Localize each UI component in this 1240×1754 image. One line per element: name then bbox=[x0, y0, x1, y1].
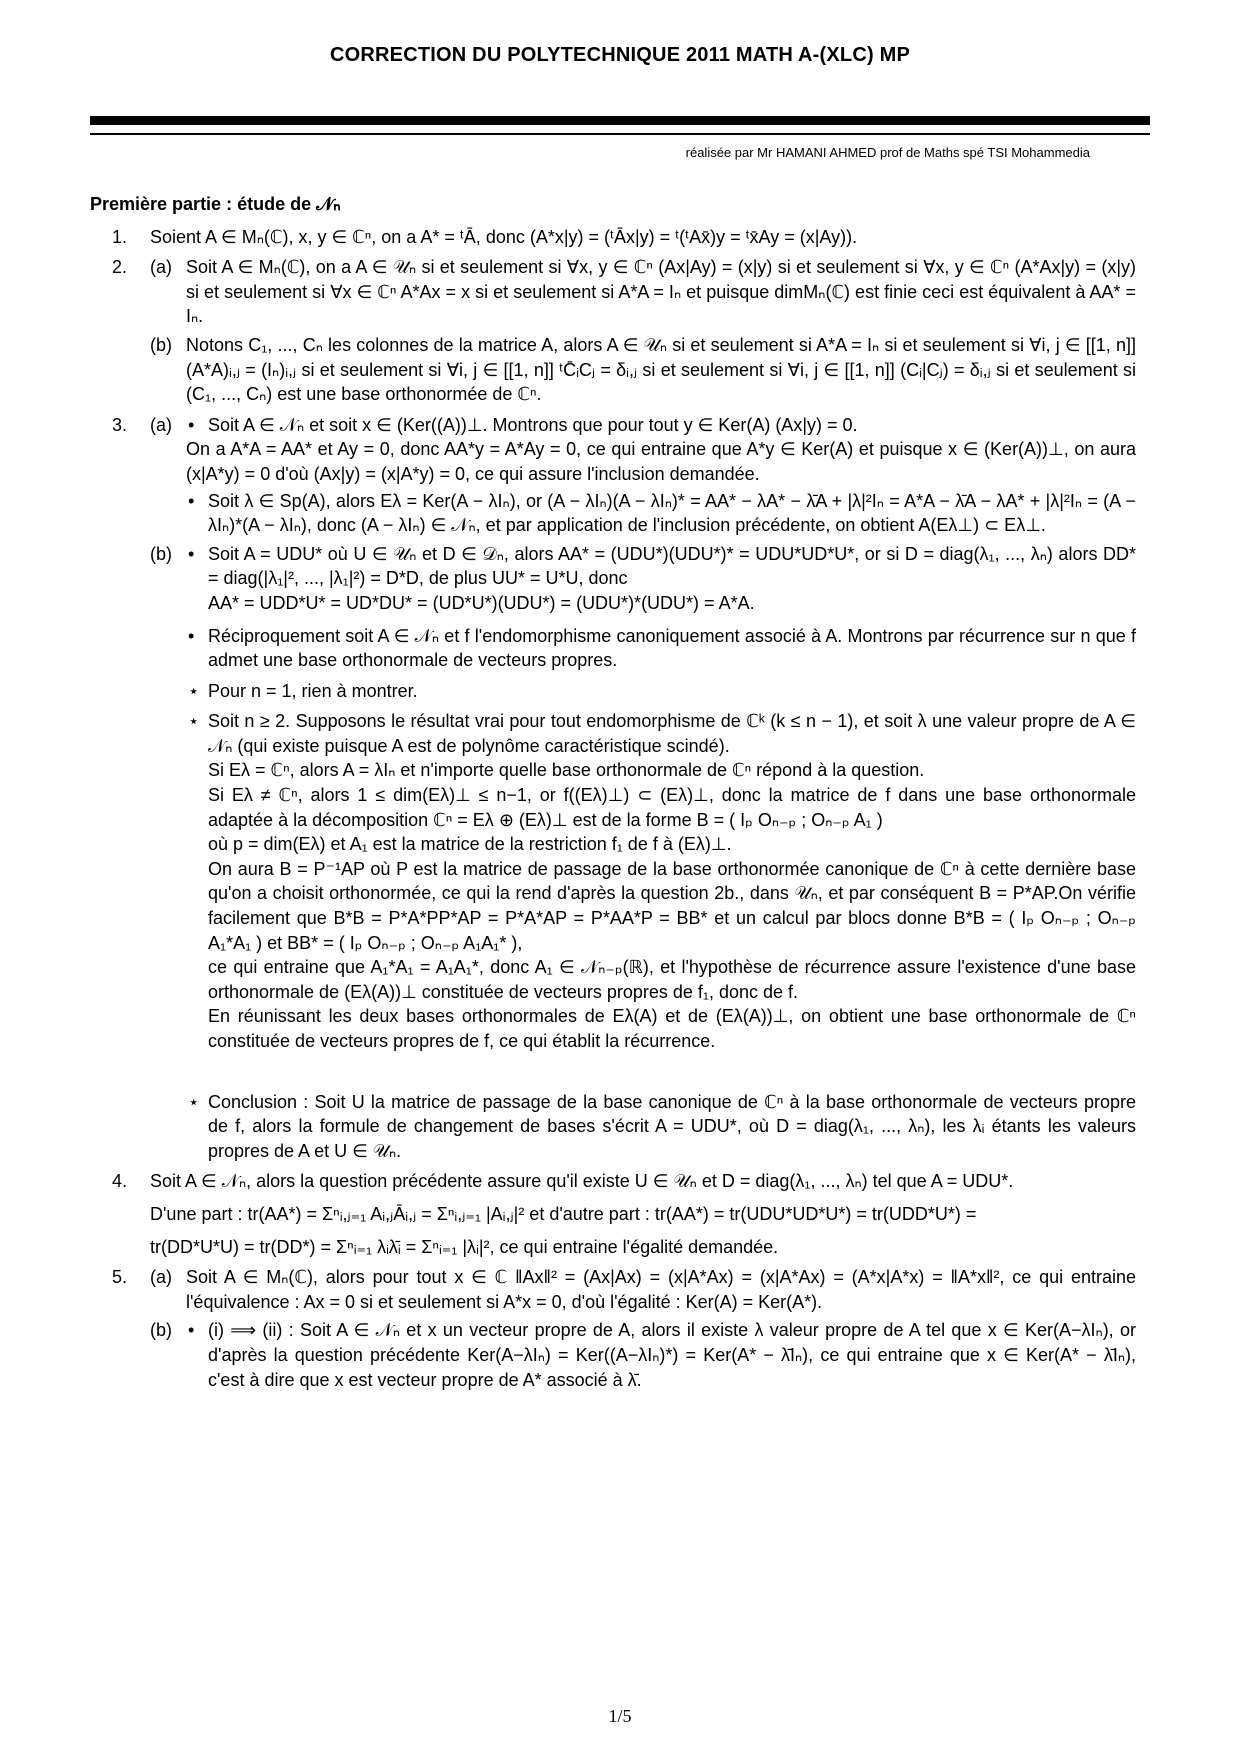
bullet-icon: • bbox=[188, 625, 195, 646]
bullet-point bbox=[186, 413, 1136, 438]
star-point bbox=[186, 679, 1136, 704]
subquestion-5a bbox=[150, 1265, 1136, 1314]
paragraph: ce qui entraine que A₁*A₁ = A₁A₁*, donc A₁ ∈ 𝒩ₙ₋ₚ(ℝ), et l'hypothèse de récurrence assure l'existence d'une base orthonormale de (Eλ(A))⊥ constituée de vecteurs propres de f₁, donc de f. bbox=[208, 957, 1136, 1002]
section-title: Première partie : étude de 𝒩ₙ bbox=[90, 194, 341, 214]
subquestion-label: (b) bbox=[150, 334, 172, 355]
star-icon: ⋆ bbox=[188, 1091, 200, 1112]
paragraph: Soit A ∈ 𝒩ₙ, alors la question précédente assure qu'il existe U ∈ 𝒰ₙ et D = diag(λ₁, ..., λₙ) tel que A = UDU*. bbox=[150, 1171, 1014, 1192]
question-number: 5. bbox=[112, 1267, 128, 1288]
bullet-icon: • bbox=[188, 543, 195, 564]
question-5 bbox=[90, 1265, 1136, 1392]
page-number: 1/5 bbox=[608, 1706, 632, 1726]
header-rule-thick bbox=[90, 116, 1150, 125]
bullet-point bbox=[186, 489, 1136, 538]
spacer bbox=[186, 1054, 1136, 1084]
question-2 bbox=[90, 255, 1136, 407]
question-text: Soient A ∈ Mₙ(ℂ), x, y ∈ ℂⁿ, on a A* = ᵗĀ, donc (A*x|y) = (ᵗĀx|y) = ᵗ(ᵗAx̄)y = ᵗx̄Ay = (x|Ay)). bbox=[150, 226, 858, 247]
bullet-text: Soit A ∈ 𝒩ₙ et soit x ∈ (Ker((A))⊥. Montrons que pour tout y ∈ Ker(A) (Ax|y) = 0. bbox=[208, 414, 858, 435]
subquestion-label: (b) bbox=[150, 543, 172, 564]
document-title: CORRECTION DU POLYTECHNIQUE 2011 MATH A-(XLC) MP bbox=[329, 44, 911, 66]
question-4 bbox=[90, 1169, 1136, 1259]
question-3 bbox=[90, 413, 1136, 1164]
bullet-icon: • bbox=[188, 1320, 195, 1341]
star-text: Soit n ≥ 2. Supposons le résultat vrai pour tout endomorphisme de ℂᵏ (k ≤ n − 1), et soit λ une valeur propre de A ∈ 𝒩ₙ (qui existe puisque A est de polynôme caractéristique scindé). bbox=[208, 711, 1136, 756]
subquestion-label: (a) bbox=[150, 414, 172, 435]
subquestion-label: (a) bbox=[150, 1267, 172, 1288]
bullet-icon: • bbox=[188, 490, 195, 511]
bullet-text: Soit A = UDU* où U ∈ 𝒰ₙ et D ∈ 𝒟ₙ, alors AA* = (UDU*)(UDU*)* = UDU*UD*U*, or si D = diag(λ₁, ..., λₙ) alors DD* = diag(|λ₁|², ..., |λ₁|²) = D*D, de plus UU* = U*U, donc bbox=[208, 543, 1136, 589]
header-rule-thin bbox=[90, 133, 1150, 135]
bullet-text: Soit λ ∈ Sp(A), alors Eλ = Ker(A − λIₙ), or (A − λIₙ)(A − λIₙ)* = AA* − λA* − λ̄A + |λ|²Iₙ = A*A − λ̄A − λA* + |λ|²Iₙ = (A − λIₙ)*(A − λIₙ), donc (A − λIₙ) ∈ 𝒩ₙ, et par application de l'inclusion précédente, on obtient A(Eλ⊥) ⊂ Eλ⊥. bbox=[208, 490, 1136, 536]
subquestion-label: (a) bbox=[150, 257, 172, 278]
bullet-icon: • bbox=[188, 414, 195, 435]
bullet-point bbox=[186, 542, 1136, 616]
equation-line: AA* = UDD*U* = UD*DU* = (UD*U*)(UDU*) = (UDU*)*(UDU*) = A*A. bbox=[208, 592, 755, 613]
bullet-point bbox=[186, 1318, 1136, 1392]
star-text: Conclusion : Soit U la matrice de passage de la base canonique de ℂⁿ à la base orthonormale de vecteurs propre de f, alors la formule de changement de bases s'écrit A = UDU*, où D = diag(λ₁, ..., λₙ), les λᵢ étants les valeurs propres de A et U ∈ 𝒰ₙ. bbox=[208, 1091, 1136, 1161]
equation-line: D'une part : tr(AA*) = Σⁿᵢ,ⱼ₌₁ Aᵢ,ⱼĀᵢ,ⱼ = Σⁿᵢ,ⱼ₌₁ |Aᵢ,ⱼ|² et d'autre part : tr(AA*) = tr(UDU*UD*U*) = tr(UDD*U*) = bbox=[150, 1203, 977, 1224]
subquestion-text: Notons C₁, ..., Cₙ les colonnes de la matrice A, alors A ∈ 𝒰ₙ si et seulement si A*A = Iₙ si et seulement si ∀i, j ∈ [[1, n]] (A*A)ᵢ,ⱼ = (Iₙ)ᵢ,ⱼ si et seulement si ∀i, j ∈ [[1, n]] ᵗC̄ᵢCⱼ = δᵢ,ⱼ si et seulement si ∀i, j ∈ [[1, n]] (Cᵢ|Cⱼ) = δᵢ,ⱼ si et seulement si (C₁, ..., Cₙ) est une base orthonormée de ℂⁿ. bbox=[186, 334, 1136, 405]
paragraph: où p = dim(Eλ) et A₁ est la matrice de la restriction f₁ de f à (Eλ)⊥. bbox=[208, 834, 732, 855]
bullet-point bbox=[186, 624, 1136, 673]
star-text: Pour n = 1, rien à montrer. bbox=[208, 680, 418, 701]
subquestion-3a bbox=[150, 413, 1136, 538]
star-point bbox=[186, 1090, 1136, 1164]
question-number: 4. bbox=[112, 1171, 128, 1192]
question-1 bbox=[90, 225, 1136, 250]
question-number: 2. bbox=[112, 257, 128, 278]
question-number: 3. bbox=[112, 414, 128, 435]
bullet-text: Réciproquement soit A ∈ 𝒩ₙ et f l'endomorphisme canoniquement associé à A. Montrons par récurrence sur n que f admet une base orthonormale de vecteurs propres. bbox=[208, 625, 1136, 671]
main-content bbox=[90, 192, 1136, 1398]
paragraph: En réunissant les deux bases orthonormales de Eλ(A) et de (Eλ(A))⊥, on obtient une base orthonormale de ℂⁿ constituée de vecteurs propres de f, ce qui établit la récurrence. bbox=[208, 1006, 1136, 1051]
star-icon: ⋆ bbox=[188, 680, 200, 701]
subquestion-label: (b) bbox=[150, 1320, 172, 1341]
subquestion-text: Soit A ∈ Mₙ(ℂ), on a A ∈ 𝒰ₙ si et seulement si ∀x, y ∈ ℂⁿ (Ax|Ay) = (x|y) si et seulement si ∀x, y ∈ ℂⁿ (A*Ax|y) = (x|y) si et seulement si ∀x ∈ ℂⁿ A*Ax = x si et seulement si A*A = Iₙ et puisque dimMₙ(ℂ) est finie ceci est équivalent à AA* = Iₙ. bbox=[186, 257, 1136, 327]
star-point bbox=[186, 709, 1136, 1053]
paragraph: Si Eλ = ℂⁿ, alors A = λIₙ et n'importe quelle base orthonormale de ℂⁿ répond à la question. bbox=[208, 760, 925, 781]
paragraph: On aura B = P⁻¹AP où P est la matrice de passage de la base orthonormée canonique de ℂⁿ à cette dernière base qu'on a choisit orthonormée, ce qui la rend d'après la question 2b., dans 𝒰ₙ, et par conséquent B = P*AP.On vérifie facilement que B*B = P*A*PP*AP = P*A*AP = P*AA*P = BB* et un calcul par blocs donne B*B = ( Iₚ Oₙ₋ₚ ; Oₙ₋ₚ A₁*A₁ ) et BB* = ( Iₚ Oₙ₋ₚ ; Oₙ₋ₚ A₁A₁* ), bbox=[208, 858, 1136, 953]
subquestion-text: Soit A ∈ Mₙ(ℂ), alors pour tout x ∈ ℂ ‖Ax‖² = (Ax|Ax) = (x|A*Ax) = (x|A*Ax) = (A*x|A*x) = ‖A*x‖², ce qui entraine l'équivalence : Ax = 0 si et seulement si A*x = 0, d'où l'égalité : Ker(A) = Ker(A*). bbox=[186, 1267, 1136, 1312]
equation-line: tr(DD*U*U) = tr(DD*) = Σⁿᵢ₌₁ λᵢλ̄ᵢ = Σⁿᵢ₌₁ |λᵢ|², ce qui entraine l'égalité demandée. bbox=[150, 1236, 779, 1257]
star-icon: ⋆ bbox=[188, 711, 200, 732]
paragraph: On a A*A = AA* et Ay = 0, donc AA*y = A*Ay = 0, ce qui entraine que A*y ∈ Ker(A) et puisque x ∈ (Ker(A))⊥, on aura (x|A*y) = 0 d'où (Ax|y) = (x|A*y) = 0, ce qui assure l'inclusion demandée. bbox=[186, 439, 1136, 484]
subquestion-2a bbox=[150, 255, 1136, 329]
question-number: 1. bbox=[112, 226, 128, 247]
bullet-text: (i) ⟹ (ii) : Soit A ∈ 𝒩ₙ et x un vecteur propre de A, alors il existe λ valeur propre de A tel que x ∈ Ker(A−λIₙ), or d'après la question précédente Ker(A−λIₙ) = Ker((A−λIₙ)*) = Ker(A* − λ̄Iₙ), ce qui entraine que x ∈ Ker(A* − λ̄Iₙ), c'est à dire que x est vecteur propre de A* associé à λ̄. bbox=[208, 1320, 1136, 1390]
subquestion-3b bbox=[150, 542, 1136, 1164]
paragraph: Si Eλ ≠ ℂⁿ, alors 1 ≤ dim(Eλ)⊥ ≤ n−1, or f((Eλ)⊥) ⊂ (Eλ)⊥, donc la matrice de f dans une base orthonormale adaptée à la décomposition ℂⁿ = Eλ ⊕ (Eλ)⊥ est de la forme B = ( Iₚ Oₙ₋ₚ ; Oₙ₋ₚ A₁ ) bbox=[208, 785, 1136, 830]
subquestion-5b bbox=[150, 1318, 1136, 1392]
author-line: réalisée par Mr HAMANI AHMED prof de Maths spé TSI Mohammedia bbox=[685, 145, 1090, 160]
subquestion-2b bbox=[150, 333, 1136, 407]
